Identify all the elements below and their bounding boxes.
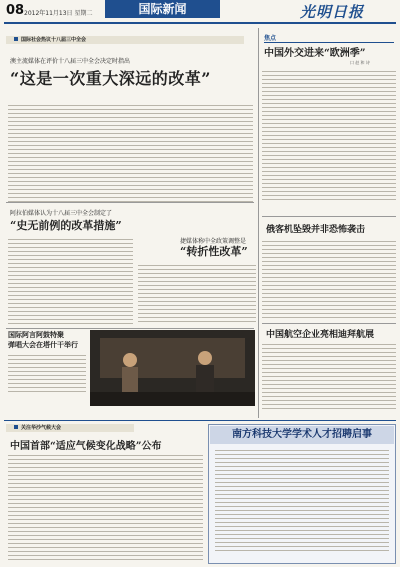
story3-deck: 捷媒体称中全政策调整是 xyxy=(180,238,247,245)
photo-story-headline-2: 弹唱大会在塔什干举行 xyxy=(8,340,78,349)
climate-headline: 中国首部“适应气候变化战略”公布 xyxy=(10,441,162,452)
section-title: 国际新闻 xyxy=(105,0,220,18)
climate-banner: 关注华沙气候大会 xyxy=(6,424,134,432)
story2-deck: 阿拉伯媒体认为十八届三中全会制定了 xyxy=(10,210,113,217)
divider xyxy=(262,323,396,324)
right2-body-text xyxy=(262,238,396,320)
photo-story-headline-1: 国际阿言阿鼓特聚 xyxy=(8,330,64,339)
ad-headline: 南方科技大学学术人才招聘启事 xyxy=(210,426,394,444)
lead-body-text xyxy=(8,102,253,202)
performance-photo xyxy=(90,330,255,406)
header-rule xyxy=(4,22,396,24)
right3-body-text xyxy=(262,341,396,409)
climate-body-text xyxy=(8,452,203,562)
right3-headline: 中国航空企业亮相迪拜航展 xyxy=(266,330,375,340)
lead-headline: “这是一次重大深远的改革” xyxy=(10,69,211,88)
divider xyxy=(6,328,254,329)
divider xyxy=(6,202,254,203)
story2-headline: “史无前例的改革措施” xyxy=(10,219,122,232)
story2-body-text xyxy=(8,236,133,324)
focus-headline: 中国外交进来“欧洲季” xyxy=(264,48,366,59)
column-divider xyxy=(258,28,259,418)
divider xyxy=(262,216,396,217)
issue-date: 2012年11月13日 星期二 xyxy=(24,10,93,17)
topic-banner: 国际社会热议十八届三中全会 xyxy=(6,36,244,44)
ad-body-text xyxy=(209,445,395,561)
focus-byline: 口 赵 和 诗 xyxy=(350,60,370,65)
section-rule xyxy=(4,420,396,421)
page-number: 08 xyxy=(6,3,25,18)
newspaper-brand: 光明日报 xyxy=(300,3,365,21)
story3-headline: “转折性改革” xyxy=(180,245,248,258)
photo-story-body-text xyxy=(8,352,86,392)
story3-body-text xyxy=(138,262,256,324)
lead-deck: 澳主流媒体在评价十八届三中全会决定时指出 xyxy=(10,58,131,65)
right2-headline: 俄客机坠毁并非恐怖袭击 xyxy=(266,225,366,235)
recruitment-ad xyxy=(208,424,396,564)
focus-body-text xyxy=(262,68,396,203)
focus-tag: 焦点 xyxy=(264,33,394,43)
